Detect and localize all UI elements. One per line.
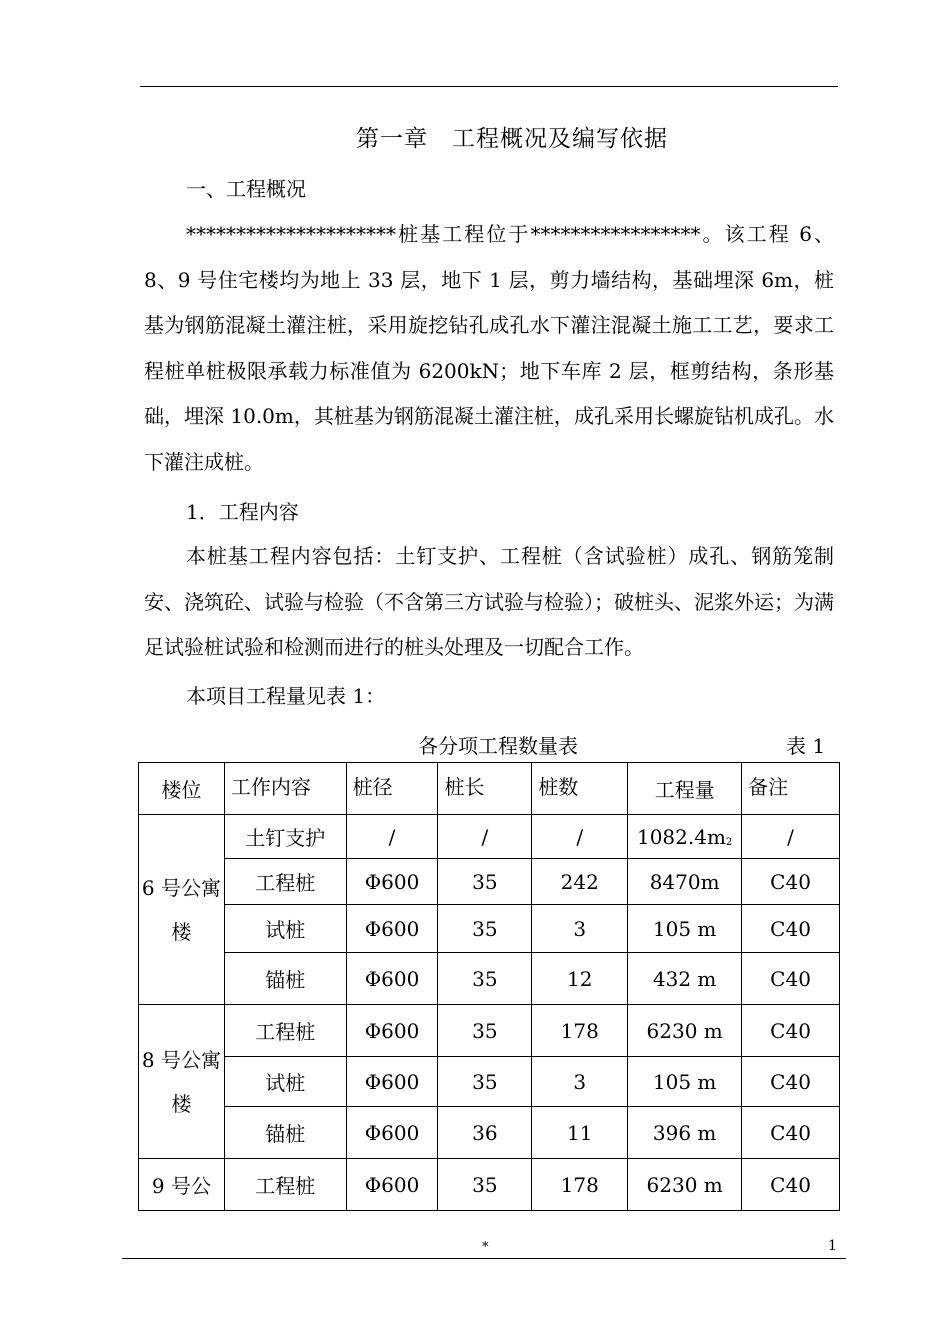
table-cell: C40 (742, 1057, 840, 1107)
building-cell: 6 号公寓楼 (139, 815, 225, 1005)
table-cell: 178 (532, 1005, 628, 1057)
footer-mark: * (482, 1240, 489, 1255)
table-cell: 工程桩 (224, 859, 346, 905)
page-number: 1 (828, 1238, 837, 1254)
chapter-heading: 第一章 工程概况及编写依据 (356, 126, 668, 152)
quantity-table (138, 762, 840, 1211)
table-cell: 242 (532, 859, 628, 905)
table-header-row (139, 763, 840, 815)
header-cell: 备注 (742, 763, 840, 815)
table-row (139, 1057, 840, 1107)
table-cell: C40 (742, 1159, 840, 1211)
table-cell: C40 (742, 1005, 840, 1057)
table-cell: Φ600 (346, 859, 438, 905)
table-row (139, 859, 840, 905)
header-cell: 桩径 (346, 763, 438, 815)
table-cell: Φ600 (346, 1005, 438, 1057)
table-cell: 3 (532, 1057, 628, 1107)
table-cell: 35 (438, 1057, 532, 1107)
section-heading: 一、工程概况 (186, 177, 306, 201)
table-cell: 35 (438, 1159, 532, 1211)
table-cell: 432 m (628, 953, 742, 1005)
table-cell: 35 (438, 1005, 532, 1057)
header-rule (140, 86, 838, 87)
header-cell: 工作内容 (224, 763, 346, 815)
table-caption: 各分项工程数量表 (418, 734, 578, 758)
table-row (139, 1159, 840, 1211)
table-cell: Φ600 (346, 953, 438, 1005)
table-cell: 锚桩 (224, 1107, 346, 1159)
table-row (139, 905, 840, 953)
scope-paragraph: 本桩基工程内容包括：土钉支护、工程桩（含试验桩）成孔、钢筋笼制安、浇筑砼、试验与检验（不含第三方试验与检验）；破桩头、泥浆外运；为满足试验桩试验和检测而进行的桩头处理及一切配合工作。 (144, 544, 834, 659)
table-cell: / (742, 815, 840, 859)
area-value: 1082.4m (636, 824, 726, 849)
table-row (139, 815, 840, 859)
table-cell: 锚桩 (224, 953, 346, 1005)
table-cell: 105 m (628, 905, 742, 953)
table-row (139, 953, 840, 1005)
table-cell: 土钉支护 (224, 815, 346, 859)
table-cell: 6230 m (628, 1159, 742, 1211)
table-cell: Φ600 (346, 1107, 438, 1159)
table-cell: 试桩 (224, 905, 346, 953)
header-cell: 工程量 (628, 763, 742, 815)
table-row (139, 1107, 840, 1159)
table-cell: 105 m (628, 1057, 742, 1107)
table-cell: / (438, 815, 532, 859)
table-cell: 35 (438, 859, 532, 905)
table-row (139, 1005, 840, 1057)
table-cell: 35 (438, 905, 532, 953)
table-label: 表 1 (786, 734, 826, 758)
table-cell: 工程桩 (224, 1159, 346, 1211)
header-cell: 桩数 (532, 763, 628, 815)
table-cell: 396 m (628, 1107, 742, 1159)
subsection-heading: 1．工程内容 (186, 500, 299, 524)
table-cell: 11 (532, 1107, 628, 1159)
table-cell: 6230 m (628, 1005, 742, 1057)
table-cell: 8470m (628, 859, 742, 905)
table-cell: C40 (742, 859, 840, 905)
footer-rule (122, 1258, 846, 1259)
table-cell: C40 (742, 953, 840, 1005)
building-cell: 8 号公寓楼 (139, 1005, 225, 1159)
table-cell: C40 (742, 1107, 840, 1159)
building-cell: 9 号公 (139, 1159, 225, 1211)
area-unit-superscript: 2 (725, 836, 733, 848)
table-cell: 178 (532, 1159, 628, 1211)
quantity-intro: 本项目工程量见表 1： (186, 684, 386, 708)
header-cell: 桩长 (438, 763, 532, 815)
table-cell: 12 (532, 953, 628, 1005)
table-cell: Φ600 (346, 1159, 438, 1211)
table-cell: 试桩 (224, 1057, 346, 1107)
table-cell (628, 815, 742, 859)
table-cell: C40 (742, 905, 840, 953)
table-cell: Φ600 (346, 905, 438, 953)
overview-paragraph: *********************桩基工程位于*****************。该工程 6、8、9 号住宅楼均为地上 33 层，地下 1 层，剪力墙结构，基础埋深 6m，桩基为钢筋混凝土灌注桩，采用旋挖钻孔成孔水下灌注混凝土施工工艺，要求工程桩单桩极限承载力标准值为 6200kN；地下车库 2 层，框剪结构，条形基础，埋深 10.0m，其桩基为钢筋混凝土灌注桩，成孔采用长螺旋钻机成孔。水下灌注成桩。 (144, 222, 834, 474)
header-cell: 楼位 (139, 763, 225, 815)
table-cell: / (532, 815, 628, 859)
table-cell: 工程桩 (224, 1005, 346, 1057)
table-cell: / (346, 815, 438, 859)
table-cell: Φ600 (346, 1057, 438, 1107)
table-cell: 3 (532, 905, 628, 953)
table-cell: 36 (438, 1107, 532, 1159)
table-cell: 35 (438, 953, 532, 1005)
